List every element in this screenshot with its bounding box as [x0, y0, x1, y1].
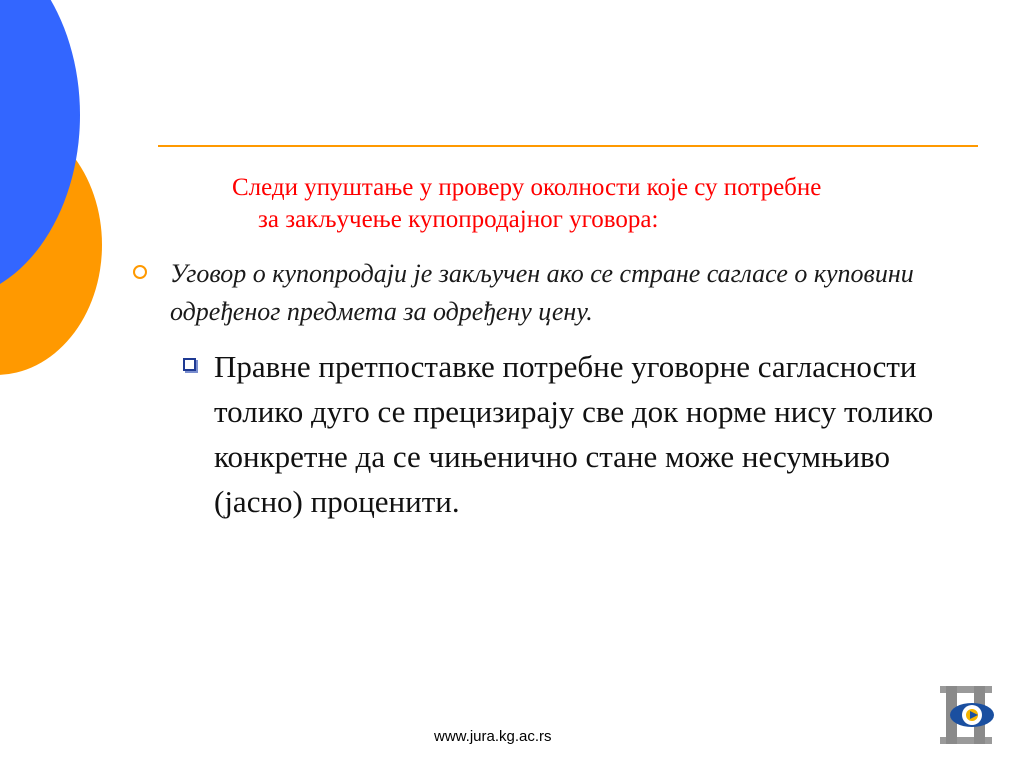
intro-line-1: Следи упуштање у проверу околности које су потребне: [232, 174, 822, 201]
university-logo-icon: [936, 682, 1000, 748]
footer-url: www.jura.kg.ac.rs: [434, 728, 552, 745]
bullet-level-2: [182, 344, 982, 524]
title-divider-line: [158, 145, 978, 147]
bullet-level-2-text: Правне претпоставке потребне уговорне сагласности толико дуго се прецизирају све док норме нису толико конкретне да се чињенично стане може несумњиво (јасно) проценити.: [214, 349, 934, 519]
bullet-level-1: [133, 255, 993, 331]
bullet-level-1-text: Уговор о купопродаји је закључен ако се стране сагласе о куповини одређеног предмета за одређену цену.: [170, 259, 914, 326]
circle-bullet-icon: [133, 265, 147, 279]
intro-line-2: за закључење купопродајног уговора:: [258, 206, 659, 233]
square-bullet-icon: [183, 358, 196, 371]
intro-text: [232, 172, 992, 236]
